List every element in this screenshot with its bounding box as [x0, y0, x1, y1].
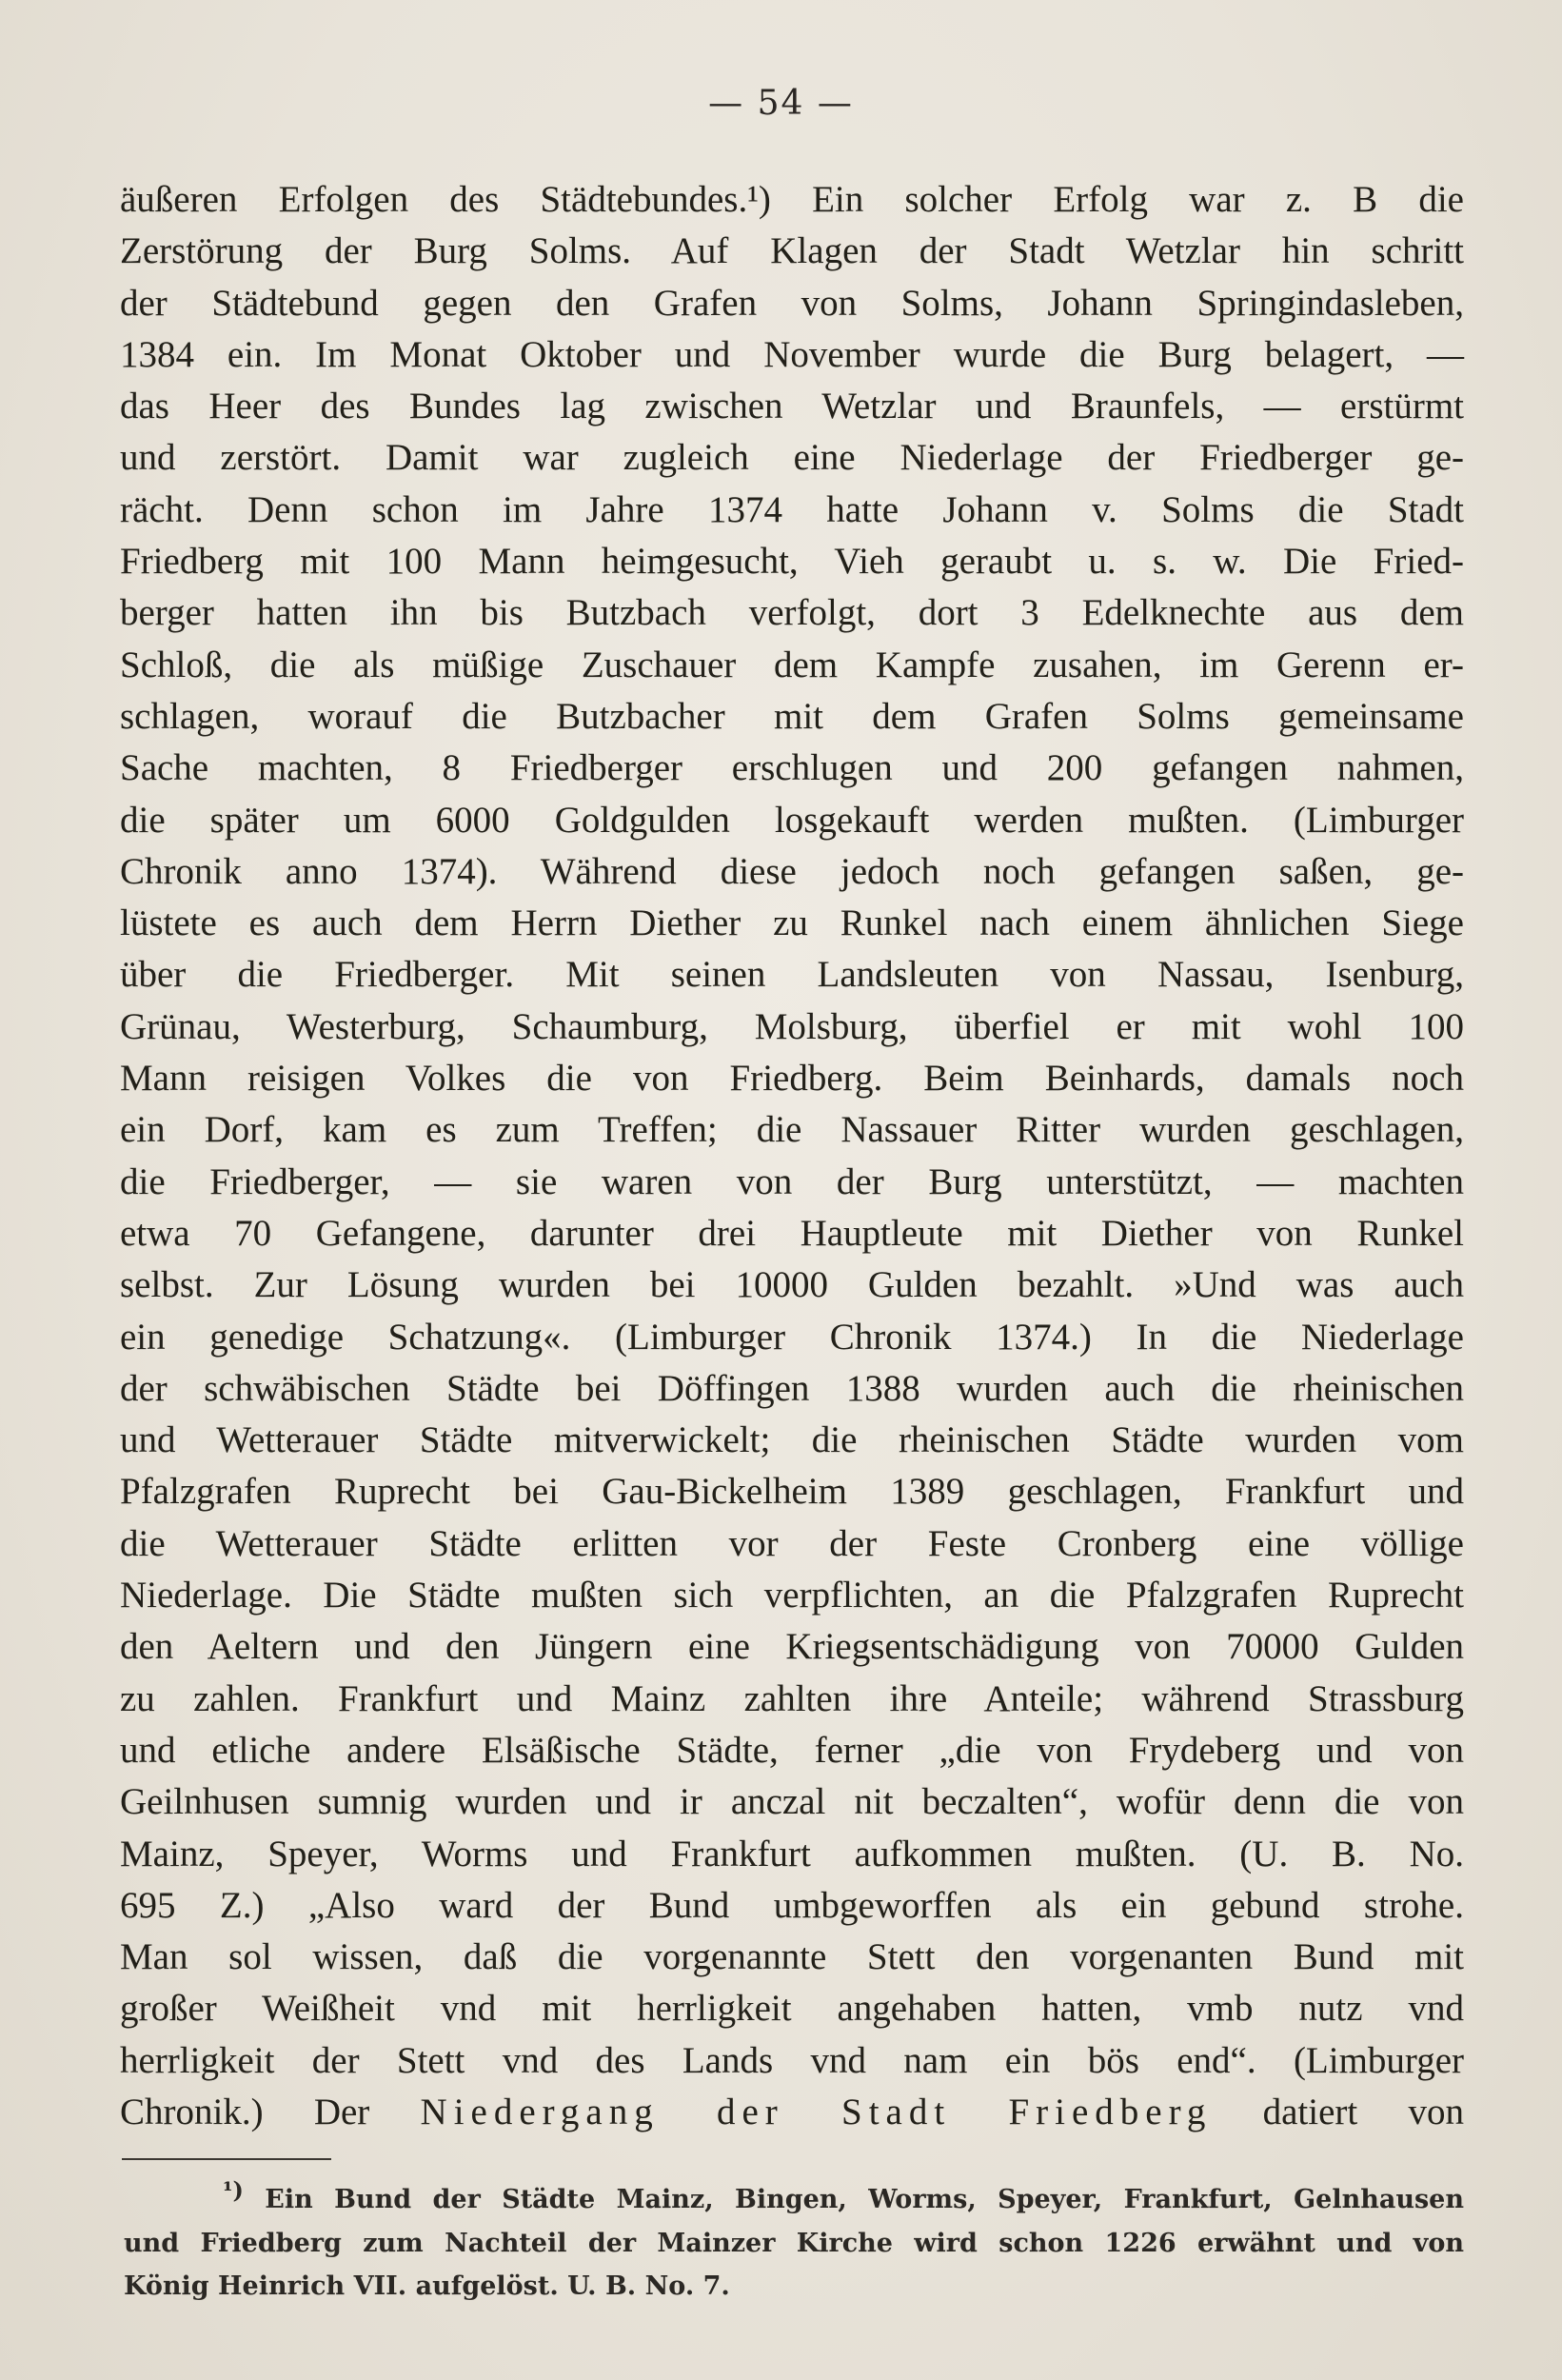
text-line: Niederlage. Die Städte mußten sich verpflichten, an die Pfalzgrafen Ruprecht — [120, 1575, 1464, 1616]
text-line: die Wetterauer Städte erlitten vor der Feste Cronberg eine völlige — [120, 1522, 1464, 1564]
text-line: großer Weißheit vnd mit herrligkeit angehaben hatten, vmb nutz vnd — [120, 1988, 1464, 2030]
body-text — [120, 174, 1464, 2138]
text-line: und etliche andere Elsäßische Städte, ferner „die von Frydeberg und von — [120, 1729, 1464, 1771]
text-line: Zerstörung der Burg Solms. Auf Klagen der Stadt Wetzlar hin schritt — [120, 230, 1464, 272]
text-line: der Städtebund gegen den Grafen von Solms, Johann Springindasleben, — [120, 282, 1464, 324]
text-line: selbst. Zur Lösung wurden bei 10000 Gulden bezahlt. »Und was auch — [120, 1264, 1464, 1306]
last-line-prefix: Chronik.) Der — [120, 2091, 370, 2132]
text-line: und Wetterauer Städte mitverwickelt; die rheinischen Städte wurden vom — [120, 1419, 1464, 1461]
text-line: Sache machten, 8 Friedberger erschlugen und 200 gefangen nahmen, — [120, 747, 1464, 789]
last-line-suffix: datiert von — [1262, 2091, 1464, 2132]
footnote-line — [139, 2178, 1464, 2222]
text-line: zu zahlen. Frankfurt und Mainz zahlten ihre Anteile; während Strassburg — [120, 1677, 1464, 1719]
footnote — [124, 2176, 1464, 2309]
footnote-line: und Friedberg zum Nachteil der Mainzer Kirche wird schon 1226 erwähnt und von — [124, 2228, 1464, 2258]
footnote-line: König Heinrich VII. aufgelöst. U. B. No. 7. — [124, 2271, 730, 2301]
text-line: 695 Z.) „Also ward der Bund umbgeworffen als ein gebund strohe. — [120, 1884, 1464, 1926]
footnote-text: Ein Bund der Städte Mainz, Bingen, Worms, Speyer, Frankfurt, Gelnhausen — [265, 2185, 1464, 2214]
text-line: äußeren Erfolgen des Städtebundes.¹) Ein solcher Erfolg war z. B die — [120, 179, 1464, 220]
spaced-emphasis: Niedergang der Stadt Friedberg — [420, 2091, 1213, 2132]
text-line: Friedberg mit 100 Mann heimgesucht, Vieh geraubt u. s. w. Die Fried- — [120, 541, 1464, 583]
text-line: herrligkeit der Stett vnd des Lands vnd nam ein bös end“. (Limburger — [120, 2039, 1464, 2081]
text-line: Schloß, die als müßige Zuschauer dem Kampfe zusahen, im Gerenn er- — [120, 644, 1464, 685]
text-line: Chronik anno 1374). Während diese jedoch noch gefangen saßen, ge- — [120, 850, 1464, 892]
text-line: etwa 70 Gefangene, darunter drei Hauptleute mit Diether von Runkel — [120, 1212, 1464, 1254]
page-number: — 54 — — [708, 84, 854, 123]
text-line: über die Friedberger. Mit seinen Landsleuten von Nassau, Isenburg, — [120, 954, 1464, 996]
text-line-last — [120, 2087, 1464, 2138]
text-line: schlagen, worauf die Butzbacher mit dem Grafen Solms gemeinsame — [120, 695, 1464, 737]
text-line: Grünau, Westerburg, Schaumburg, Molsburg, überfiel er mit wohl 100 — [120, 1005, 1464, 1047]
footnote-marker: ¹) — [223, 2176, 244, 2204]
text-line: Pfalzgrafen Ruprecht bei Gau-Bickelheim 1389 geschlagen, Frankfurt und — [120, 1471, 1464, 1513]
text-line: Geilnhusen sumnig wurden und ir anczal nit beczalten“, wofür denn die von — [120, 1781, 1464, 1823]
text-line: Man sol wissen, daß die vorgenannte Stett den vorgenanten Bund mit — [120, 1936, 1464, 1978]
text-line: Mann reisigen Volkes die von Friedberg. Beim Beinhards, damals noch — [120, 1058, 1464, 1100]
text-line: Mainz, Speyer, Worms und Frankfurt aufkommen mußten. (U. B. No. — [120, 1833, 1464, 1874]
text-line: ein genedige Schatzung«. (Limburger Chronik 1374.) In die Niederlage — [120, 1316, 1464, 1358]
text-line: berger hatten ihn bis Butzbach verfolgt, dort 3 Edelknechte aus dem — [120, 592, 1464, 634]
text-line: lüstete es auch dem Herrn Diether zu Runkel nach einem ähnlichen Siege — [120, 902, 1464, 944]
text-line: die später um 6000 Goldgulden losgekauft werden mußten. (Limburger — [120, 799, 1464, 841]
text-line: den Aeltern und den Jüngern eine Kriegsentschädigung von 70000 Gulden — [120, 1626, 1464, 1668]
text-line: rächt. Denn schon im Jahre 1374 hatte Johann v. Solms die Stadt — [120, 488, 1464, 530]
footnote-rule — [122, 2158, 331, 2160]
text-line: das Heer des Bundes lag zwischen Wetzlar und Braunfels, — erstürmt — [120, 386, 1464, 427]
text-line: ein Dorf, kam es zum Treffen; die Nassauer Ritter wurden geschlagen, — [120, 1109, 1464, 1151]
text-line: und zerstört. Damit war zugleich eine Niederlage der Friedberger ge- — [120, 437, 1464, 479]
text-line: der schwäbischen Städte bei Döffingen 1388 wurden auch die rheinischen — [120, 1367, 1464, 1409]
text-line: die Friedberger, — sie waren von der Burg unterstützt, — machten — [120, 1160, 1464, 1202]
text-line: 1384 ein. Im Monat Oktober und November wurde die Burg belagert, — — [120, 333, 1464, 375]
